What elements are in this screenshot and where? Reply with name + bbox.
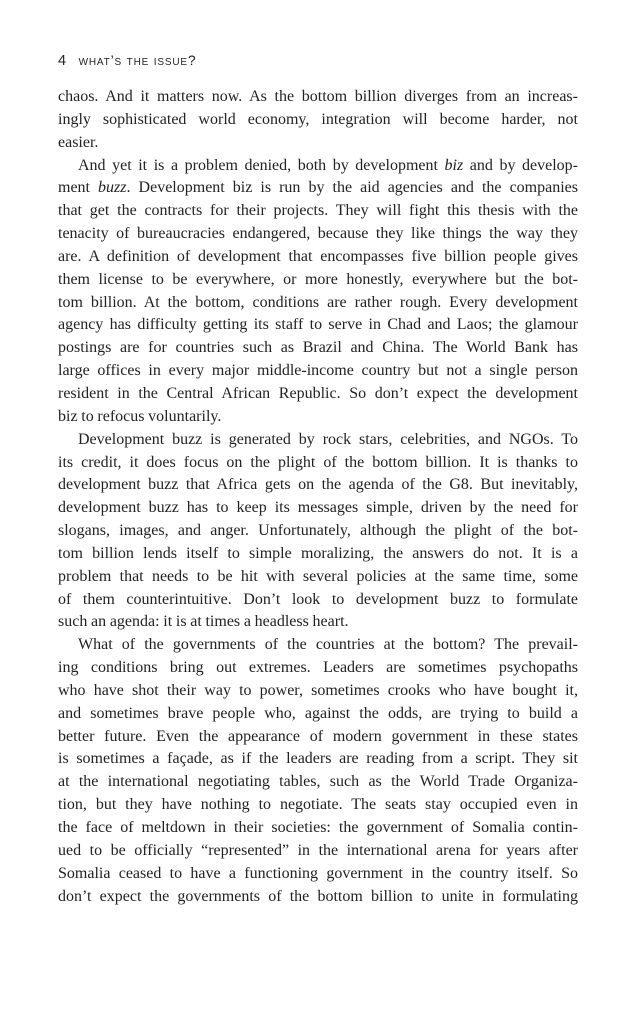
text-line: biz to refocus voluntarily. <box>58 407 222 425</box>
text-line: And yet it is a problem denied, both by development biz and by develop- <box>78 156 578 174</box>
text-line: What of the governments of the countries at the bottom? The prevail- <box>78 636 578 654</box>
text-line: that get the contracts for their projects. They will fight this thesis with the <box>58 202 578 220</box>
running-head-title: what’s the issue? <box>78 52 197 68</box>
text-line: such an agenda: it is at times a headless heart. <box>58 613 349 631</box>
book-page <box>58 50 578 908</box>
text-line: tenacity of bureaucracies endangered, because they like things the way they <box>58 225 578 243</box>
text-line: agency has difficulty getting its staff to serve in Chad and Laos; the glamour <box>58 316 578 334</box>
text-line: at the international negotiating tables, such as the World Trade Organiza- <box>58 773 578 791</box>
text-line: resident in the Central African Republic. So don’t expect the development <box>58 384 578 402</box>
text-line: development buzz has to keep its messages simple, driven by the need for <box>58 499 578 517</box>
text-line: better future. Even the appearance of modern government in these states <box>58 727 578 745</box>
text-line: of them counterintuitive. Don’t look to development buzz to formulate <box>58 590 578 608</box>
text-line: them license to be everywhere, or more honestly, everywhere but the bot- <box>58 270 578 288</box>
text-line: ment buzz. Development biz is run by the aid agencies and the companies <box>58 179 578 197</box>
text-line: are. A definition of development that encompasses five billion people gives <box>58 247 578 265</box>
text-line: problem that needs to be hit with several policies at the same time, some <box>58 567 578 585</box>
text-line: chaos. And it matters now. As the bottom billion diverges from an increas- <box>58 88 578 105</box>
text-line: large offices in every major middle-income country but not a single person <box>58 362 578 380</box>
text-line: ingly sophisticated world economy, integration will become harder, not <box>58 110 578 128</box>
running-head <box>58 50 578 70</box>
text-line: don’t expect the governments of the bottom billion to unite in formulating <box>58 887 578 905</box>
text-line: and sometimes brave people who, against the odds, are trying to build a <box>58 704 578 722</box>
text-line: tion, but they have nothing to negotiate. The seats stay occupied even in <box>58 796 578 814</box>
text-line: Somalia ceased to have a functioning government in the country itself. So <box>58 864 578 882</box>
text-line: ued to be officially “represented” in the international arena for years after <box>58 841 578 859</box>
text-line: easier. <box>58 133 99 151</box>
text-line: is sometimes a façade, as if the leaders are reading from a script. They sit <box>58 750 578 768</box>
text-line: ing conditions bring out extremes. Leaders are sometimes psychopaths <box>58 659 578 677</box>
text-line: postings are for countries such as Brazil and China. The World Bank has <box>58 339 578 357</box>
body-text <box>58 86 578 908</box>
text-line: the face of meltdown in their societies: the government of Somalia contin- <box>58 819 578 836</box>
text-line: who have shot their way to power, sometimes crooks who have bought it, <box>58 681 578 699</box>
text-line: tom billion. At the bottom, conditions are rather rough. Every development <box>58 293 578 311</box>
text-line: development buzz that Africa gets on the agenda of the G8. But inevitably, <box>58 476 578 494</box>
text-line: Development buzz is generated by rock stars, celebrities, and NGOs. To <box>78 430 578 448</box>
page-number: 4 <box>58 53 67 69</box>
text-line: its credit, it does focus on the plight of the bottom billion. It is thanks to <box>58 453 578 471</box>
text-line: slogans, images, and anger. Unfortunately, although the plight of the bot- <box>58 522 578 540</box>
text-line: tom billion lends itself to simple moralizing, the answers do not. It is a <box>58 544 578 562</box>
